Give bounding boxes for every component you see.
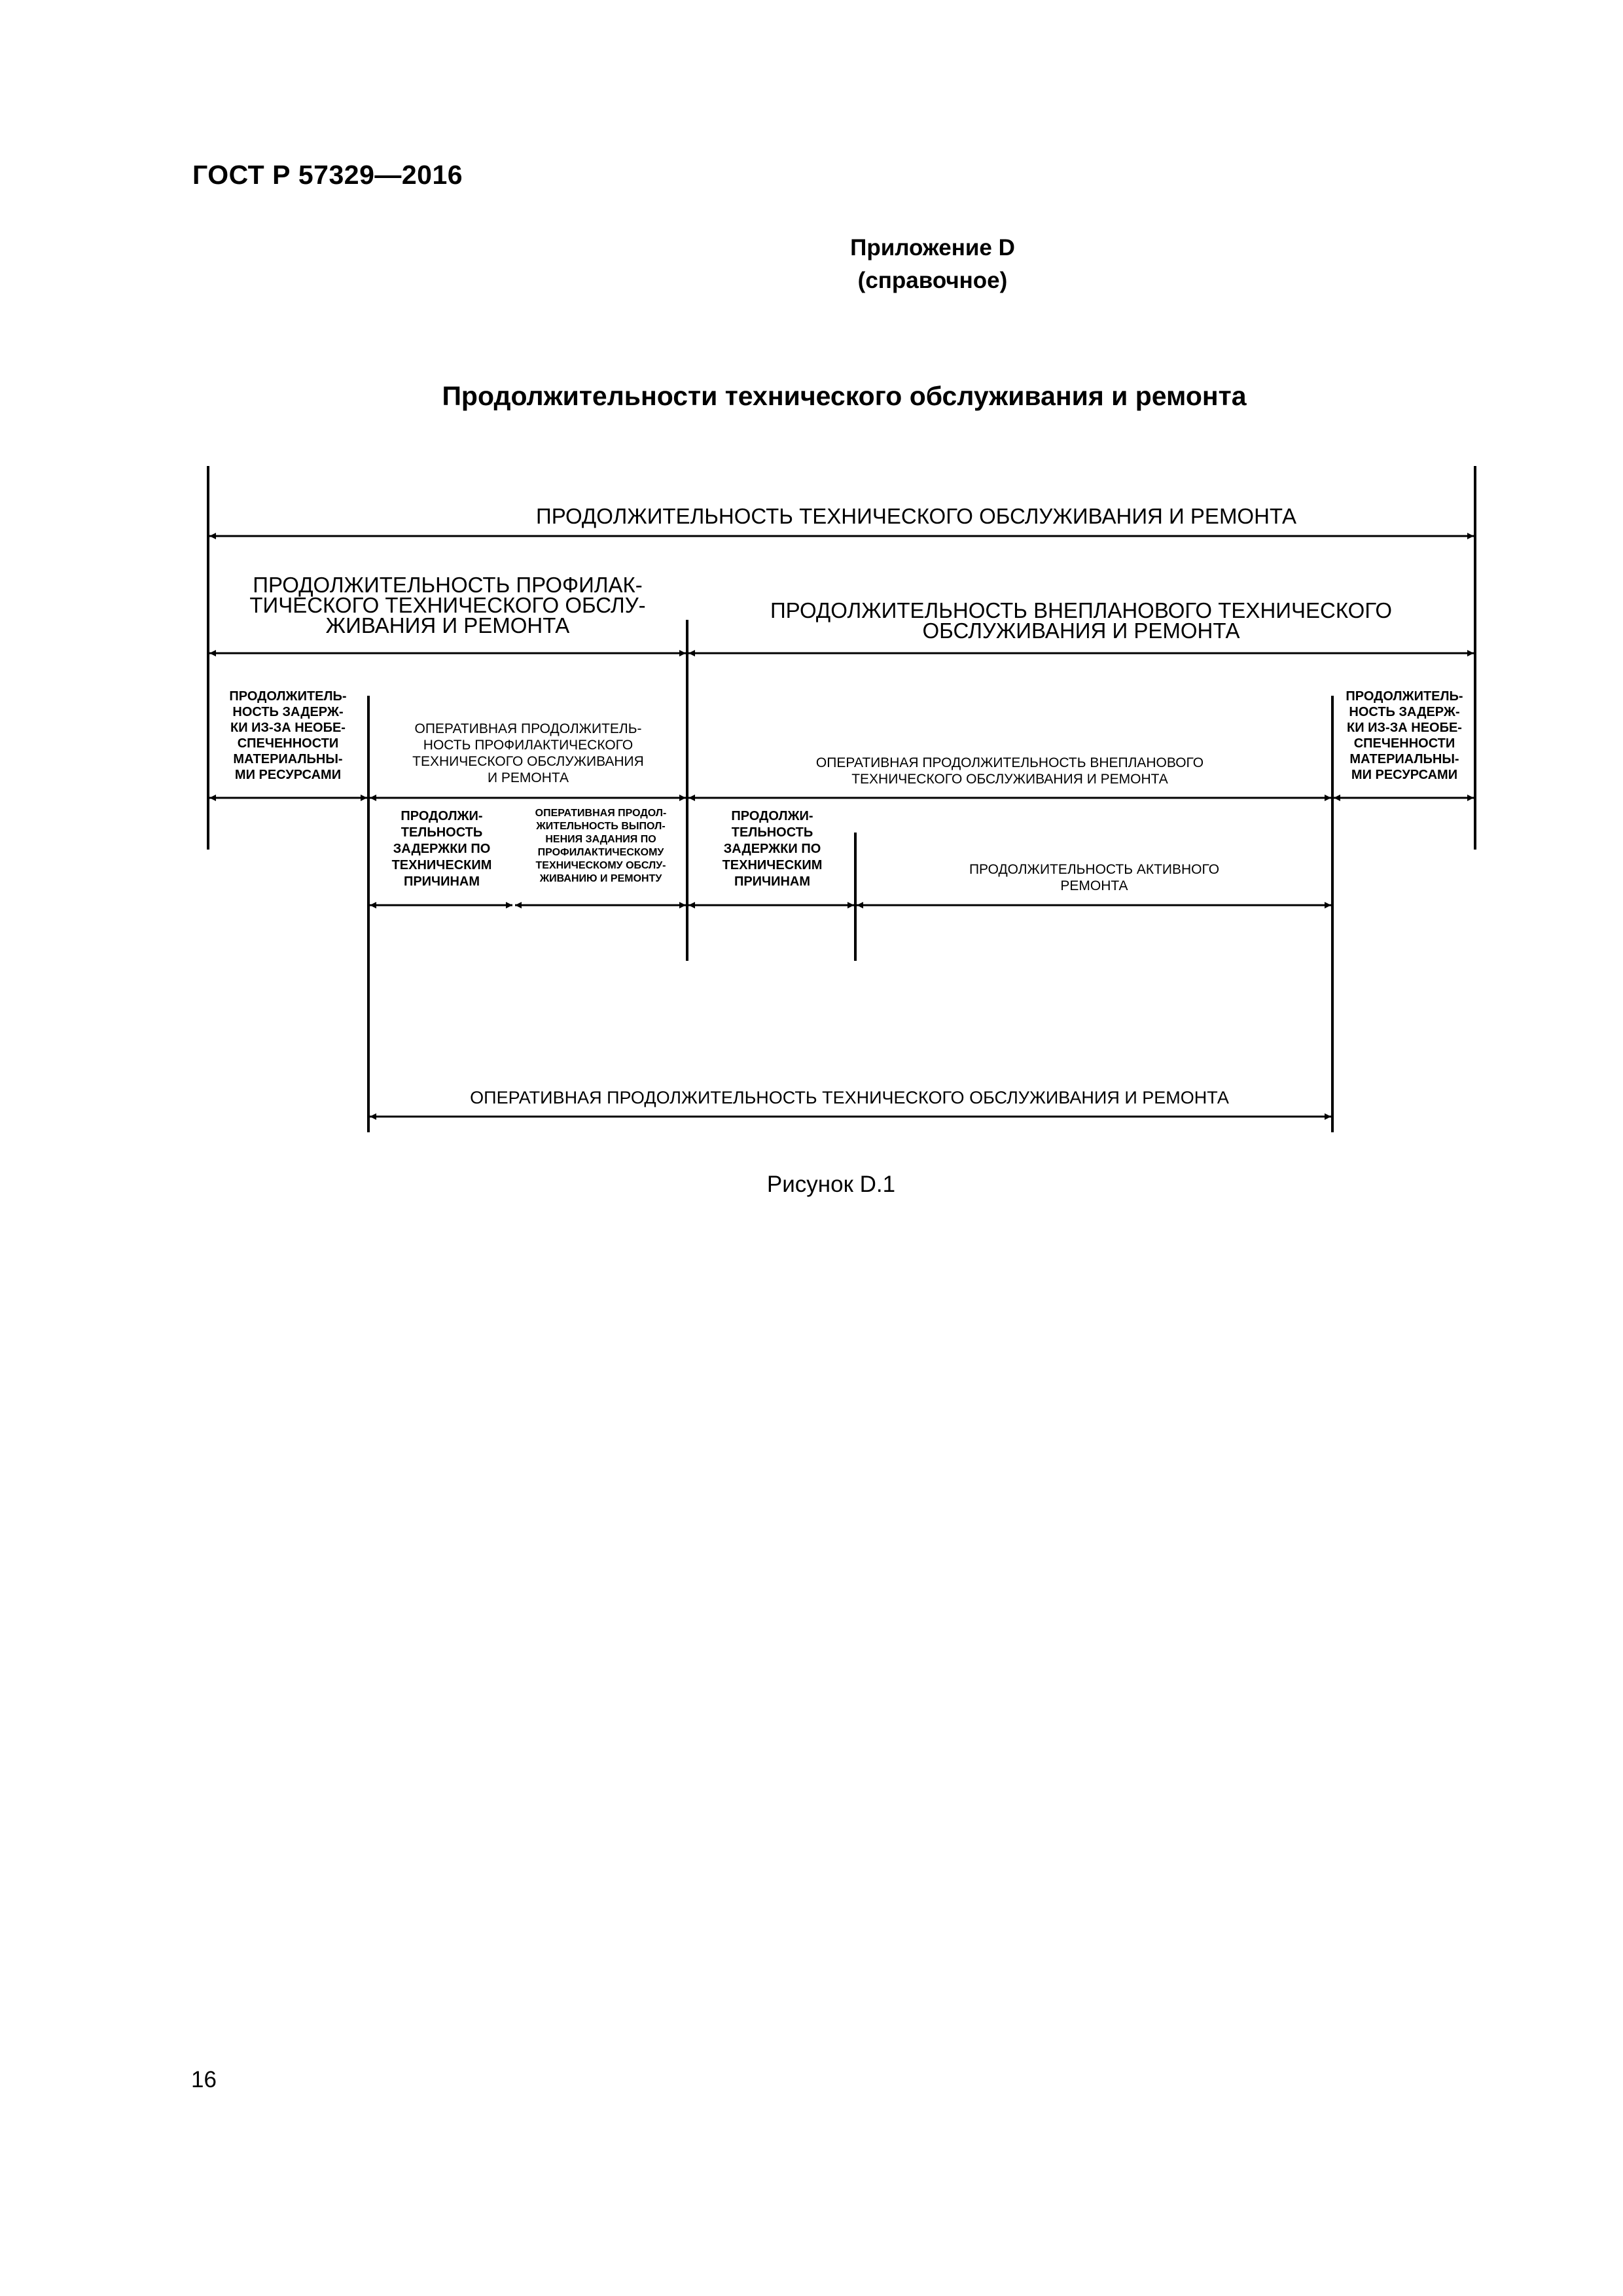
label-operative-preventive-line: НОСТЬ ПРОФИЛАКТИЧЕСКОГО (423, 738, 633, 753)
label-logistic-delay-left-line: КИ ИЗ-ЗА НЕОБЕ- (230, 721, 346, 735)
label-technical-delay-right-line: ПРИЧИНАМ (734, 874, 811, 889)
label-technical-delay-right (722, 809, 823, 889)
label-logistic-delay-right-line: МИ РЕСУРСАМИ (1351, 768, 1458, 782)
label-active-repair-line: ПРОДОЛЖИТЕЛЬНОСТЬ АКТИВНОГО (969, 862, 1220, 877)
label-operative-preventive-line: ОПЕРАТИВНАЯ ПРОДОЛЖИТЕЛЬ- (414, 721, 642, 736)
label-logistic-delay-right-line: ПРОДОЛЖИТЕЛЬ- (1346, 689, 1463, 704)
label-logistic-delay-left-line: ПРОДОЛЖИТЕЛЬ- (229, 689, 347, 704)
label-active-repair (969, 862, 1219, 893)
label-logistic-delay-left-line: МАТЕРИАЛЬНЫ- (233, 752, 343, 766)
label-technical-delay-right-line: ЗАДЕРЖКИ ПО (723, 842, 821, 856)
label-preventive (249, 573, 645, 637)
label-total (536, 504, 1296, 528)
label-logistic-delay-left-line: МИ РЕСУРСАМИ (234, 768, 342, 782)
label-logistic-delay-left (229, 689, 346, 782)
label-logistic-delay-right-line: СПЕЧЕННОСТИ (1353, 736, 1455, 751)
label-operative-corrective-line: ОПЕРАТИВНАЯ ПРОДОЛЖИТЕЛЬНОСТЬ ВНЕПЛАНОВОГО (815, 755, 1204, 770)
label-operative-preventive-line: ТЕХНИЧЕСКОГО ОБСЛУЖИВАНИЯ (412, 754, 644, 769)
label-task-execution-line: ЖИТЕЛЬНОСТЬ ВЫПОЛ- (536, 821, 666, 832)
label-operative-corrective (816, 755, 1204, 787)
label-task-execution (535, 808, 667, 884)
label-logistic-delay-right-line: МАТЕРИАЛЬНЫ- (1349, 752, 1459, 766)
page-number: 16 (191, 2067, 217, 2092)
label-technical-delay-left-line: ТЕЛЬНОСТЬ (401, 825, 483, 840)
label-technical-delay-left-line: ТЕХНИЧЕСКИМ (391, 858, 492, 872)
label-corrective-line: ПРОДОЛЖИТЕЛЬНОСТЬ ВНЕПЛАНОВОГО ТЕХНИЧЕСКОГО (770, 598, 1393, 622)
document-header: ГОСТ Р 57329—2016 (192, 160, 463, 190)
label-preventive-line: ТИЧЕСКОГО ТЕХНИЧЕСКОГО ОБСЛУ- (249, 593, 646, 617)
label-technical-delay-left-line: ПРИЧИНАМ (403, 874, 480, 889)
label-task-execution-line: НЕНИЯ ЗАДАНИЯ ПО (545, 834, 656, 845)
label-technical-delay-left-line: ПРОДОЛЖИ- (401, 809, 483, 823)
label-corrective (770, 598, 1392, 643)
annex-type: (справочное) (857, 268, 1008, 293)
label-task-execution-line: ЖИВАНИЮ И РЕМОНТУ (539, 873, 662, 884)
label-technical-delay-left-line: ЗАДЕРЖКИ ПО (393, 842, 491, 856)
label-logistic-delay-right-line: НОСТЬ ЗАДЕРЖ- (1349, 705, 1460, 719)
label-logistic-delay-right-line: КИ ИЗ-ЗА НЕОБЕ- (1347, 721, 1462, 735)
label-logistic-delay-left-line: НОСТЬ ЗАДЕРЖ- (232, 705, 344, 719)
label-operative-total-line: ОПЕРАТИВНАЯ ПРОДОЛЖИТЕЛЬНОСТЬ ТЕХНИЧЕСКОГО ОБСЛУЖИВАНИЯ И РЕМОНТА (470, 1088, 1229, 1107)
label-preventive-line: ЖИВАНИЯ И РЕМОНТА (325, 613, 570, 637)
label-logistic-delay-left-line: СПЕЧЕННОСТИ (237, 736, 339, 751)
label-technical-delay-right-line: ТЕЛЬНОСТЬ (731, 825, 813, 840)
label-operative-corrective-line: ТЕХНИЧЕСКОГО ОБСЛУЖИВАНИЯ И РЕМОНТА (851, 772, 1168, 787)
boundary-lines (208, 466, 1475, 1132)
label-preventive-line: ПРОДОЛЖИТЕЛЬНОСТЬ ПРОФИЛАК- (253, 573, 643, 597)
label-technical-delay-right-line: ПРОДОЛЖИ- (731, 809, 813, 823)
label-operative-total (470, 1088, 1229, 1107)
figure-title: Продолжительности технического обслуживания и ремонта (442, 381, 1247, 411)
figure-caption: Рисунок D.1 (766, 1172, 896, 1197)
annex-title: Приложение D (850, 235, 1015, 260)
label-logistic-delay-right (1346, 689, 1463, 782)
label-technical-delay-right-line: ТЕХНИЧЕСКИМ (722, 858, 823, 872)
label-active-repair-line: РЕМОНТА (1060, 878, 1128, 893)
label-task-execution-line: ОПЕРАТИВНАЯ ПРОДОЛ- (535, 808, 667, 819)
label-corrective-line: ОБСЛУЖИВАНИЯ И РЕМОНТА (922, 619, 1240, 643)
label-task-execution-line: ТЕХНИЧЕСКОМУ ОБСЛУ- (535, 860, 666, 871)
label-technical-delay-left (392, 809, 492, 889)
label-operative-preventive-line: И РЕМОНТА (487, 770, 569, 785)
label-operative-preventive (412, 721, 644, 785)
label-task-execution-line: ПРОФИЛАКТИЧЕСКОМУ (537, 847, 664, 858)
label-total-line: ПРОДОЛЖИТЕЛЬНОСТЬ ТЕХНИЧЕСКОГО ОБСЛУЖИВАНИЯ И РЕМОНТА (535, 504, 1297, 528)
